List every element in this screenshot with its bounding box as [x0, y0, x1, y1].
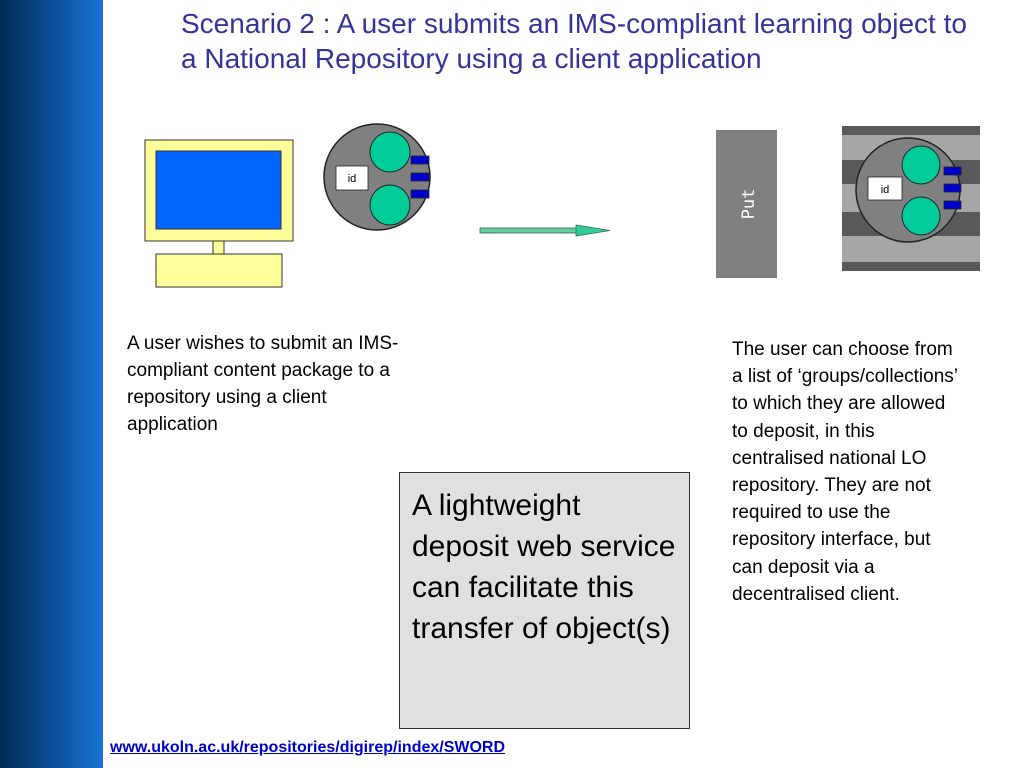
put-label: Put [739, 188, 759, 220]
computer-icon [145, 140, 293, 287]
transfer-arrow-icon [480, 225, 610, 236]
put-bar [716, 130, 777, 278]
client-package-id-label: id [347, 173, 357, 185]
slide-title: Scenario 2 : A user submits an IMS-compliant learning object to a National Repository using a client application [181, 8, 967, 74]
repository-package-icon [856, 138, 961, 242]
footer-link[interactable]: www.ukoln.ac.uk/repositories/digirep/index/SWORD [110, 739, 506, 756]
callout-box: A lightweight deposit web service can facilitate this transfer of object(s) [399, 472, 690, 729]
content-package-icon [324, 124, 430, 230]
user-description: A user wishes to submit an IMS-compliant content package to a repository using a client application [127, 333, 399, 435]
repository-package-id-label: id [880, 184, 890, 196]
repository-description: The user can choose from a list of ‘groups/collections’ to which they are allowed to deposit, in this centralised national LO repository. They are not required to use the repository interface, but can deposit via a decentralised client. [732, 339, 958, 605]
